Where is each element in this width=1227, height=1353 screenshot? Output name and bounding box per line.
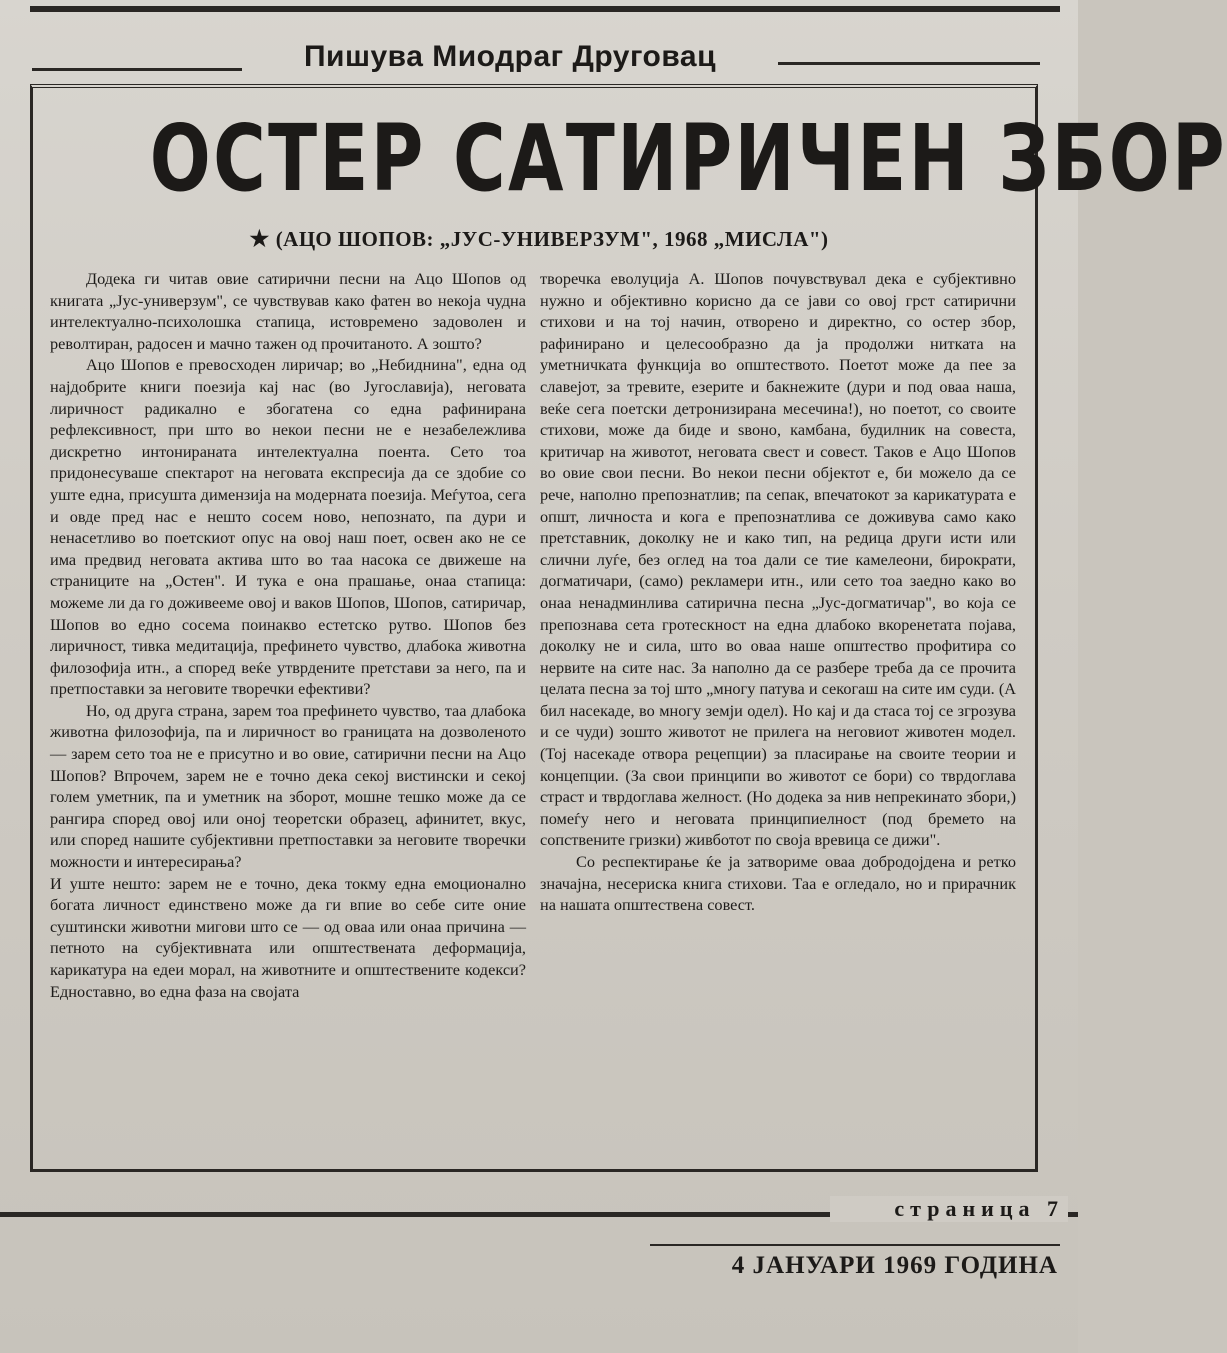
byline-rule-right xyxy=(778,62,1040,65)
paragraph: Ацо Шопов е превосходен лиричар; во „Небиднина", една од најдобрите книги поезија кај нас (во Југославија), неговата лиричност радикално е збогатена со една рафинирана рефлексивност, при што во некои песни не е незабележлива дискретно интонираната интелектуална поента. Сето тоа придонесуваше спектарот на неговата експресија да се здобие со уште една, присушта димензија на модерната поезија. Меѓутоа, сега и овде пред нас е нешто сосем ново, непознато, па дури и ненасетливо во поетскиот опус на овој наш поет, освен ако не се има предвид неговата актива што во таа насока се движеше на страниците на „Остен". И тука е она прашање, онаа стапица: можеме ли да го доживееме овој и ваков Шопов, Шопов, сатиричар, Шопов во едно сосема поинакво естетско рутво. Шопов без лиричност, тивка медитација, префинето чувство, длабока животна филозофија итн., а според веќе утврдените претстави за него, па и претпоставки за неговите творечки ефективи? xyxy=(50,355,526,699)
article-headline: ОСТЕР САТИРИЧЕН ЗБОР xyxy=(149,105,1227,212)
issue-date: 4 ЈАНУАРИ 1969 ГОДИНА xyxy=(731,1252,1058,1279)
article-column-left xyxy=(50,268,526,1002)
byline-rule-left xyxy=(32,68,242,71)
top-rule xyxy=(30,6,1060,12)
author-byline xyxy=(0,34,1078,84)
paragraph: И уште нешто: зарем не е точно, дека токму една емоционално богата личност единствено може да ги впие во себе сите оние суштински животни мигови што се — од оваа или онаа причина — петното на субјективната или општествената деформација, карикатура на едеи морал, на животните и општествените кодекси? Едноставно, во една фаза на својата xyxy=(50,873,526,1001)
paragraph: творечка еволуција А. Шопов почувствувал дека е субјективно нужно и објективно корисно да се јави со овој грст сатирични стихови и на тој начин, отворено и директно, со остер збор, рафинирано и целесообразно да ја продолжи нитката на уметничката функција во општеството. Поетот може да пее за славејот, за тревите, езерите и бакнежите (дури и под оваа наша, веќе сега поетски детронизирана месечина!), но поетот, со своите стихови, може да биде и ѕвоно, камбана, будилник на совеста, критичар на животот, неговата свест и совест. Таков е Ацо Шопов во овие свои песни. Во некои песни објектот е, би можело да се рече, наполно препознатлив; па сепак, впечатокот за карикатурата е општ, личноста и кога е препознатлива се доживува само како претставник, доколку не и како тип, на редица други исти или слични луѓе, без оглед на тоа дали се тие камелеони, бирократи, догматичари, (само) рекламери итн., или сето тоа заедно како во онаа ненадминлива сатирична песна „Јус-догматичар", во која се препознава сета гротескност на една длабоко вкоренетата појава, доколку не и сила, што во оваа наше општество профитира со нервите на сите нас. За наполно да се разбере треба да се прочита целата песна за тој што „многу патува и секогаш на сите им суди. (А бил насекаде, во многу земји одел). Но кај и да стаса тој се згрозува и се чуди) зошто животот не прилега на неговиот животен модел. (Тој насекаде отвора рецепции) за пласирање на своите теории и концепции. (За свои принципи во животот се бори) со тврдоглава страст и тврдоглава желност. (Но додека за нив непрекинато збори,) помеѓу него и неговата принципиелност (под бремето на сопствените гризки) живботот по своја вревица се дижи". xyxy=(540,269,1016,850)
star-icon: ★ xyxy=(249,226,270,251)
paragraph: Со респектирање ќе ја затвориме оваа добродојдена и ретко значајна, несериска книга стихови. Таа е огледало, но и прирачник на нашата општествена совест. xyxy=(540,852,1016,915)
author-name: Пишува Миодраг Друговац xyxy=(303,40,717,73)
article-column-right xyxy=(540,268,1016,916)
date-rule xyxy=(650,1244,1060,1246)
paragraph: Додека ги читав овие сатирични песни на Ацо Шопов од книгата „Јус-универзум", се чувствував како фатен во некоја чудна интелектуално-психолошка стапица, истовремено задоволен и револтиран, радосен и мачно тажен од прочитаното. А зошто? xyxy=(50,269,526,353)
page-number: страница 7 xyxy=(830,1196,1068,1222)
book-reference xyxy=(40,226,1038,252)
book-reference-text: (АЦО ШОПОВ: „ЈУС-УНИВЕРЗУМ", 1968 „МИСЛА") xyxy=(275,227,829,251)
paragraph: Но, од друга страна, зарем тоа префинето чувство, таа длабока животна филозофија, па и лиричност во границата на дозволеното — зарем сето тоа не е присутно и во овие, сатирични песни на Ацо Шопов? Впрочем, зарем не е точно дека секој вистински и секој голем уметник, па и уметник на зборот, мошне тешко може да се рангира според овој или оној теоретски образец, афинитет, вкус, или според нашите субјективни претпоставки за неговите творечки можности и интересирања? xyxy=(50,700,526,872)
